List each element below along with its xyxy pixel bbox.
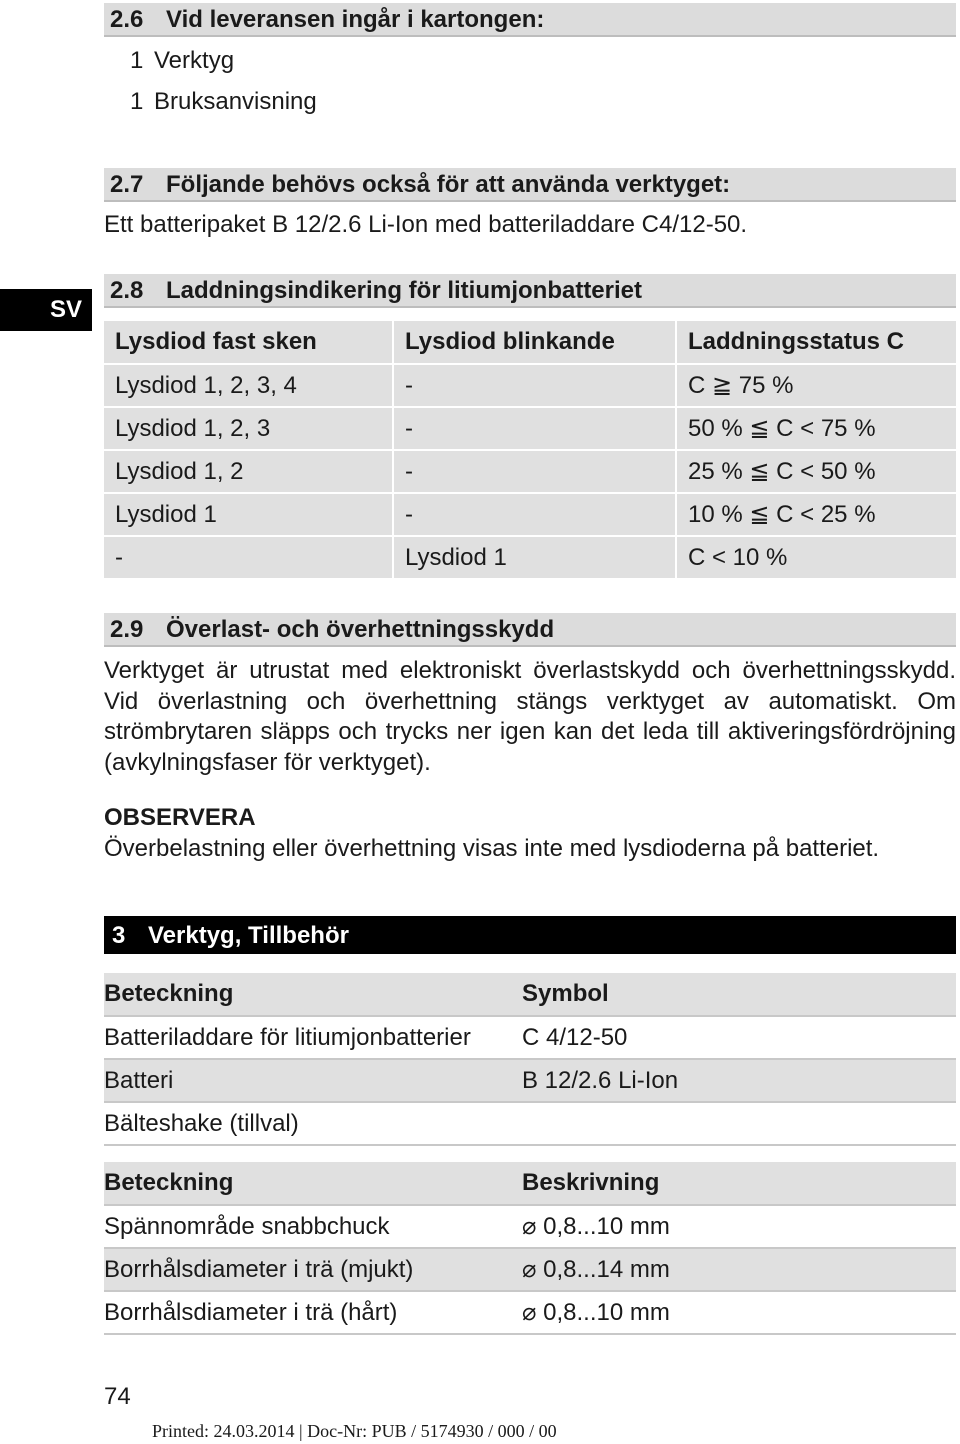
section-title: Överlast- och överhettningsskydd xyxy=(166,616,555,643)
section-number: 2.6 xyxy=(110,6,144,33)
item-qty: 1 xyxy=(130,88,144,115)
table-row xyxy=(104,407,956,450)
table-cell: Lysdiod 1 xyxy=(393,536,676,579)
column-header: Beskrivning xyxy=(522,1162,956,1205)
section-title: Vid leveransen ingår i kartongen: xyxy=(166,6,545,33)
section-number: 2.8 xyxy=(110,277,144,304)
note-title: OBSERVERA xyxy=(104,804,256,831)
table-cell: Lysdiod 1, 2, 3, 4 xyxy=(104,364,393,407)
table-cell: Lysdiod 1, 2 xyxy=(104,450,393,493)
print-footer: Printed: 24.03.2014 | Doc-Nr: PUB / 5174930 / 000 / 00 xyxy=(152,1421,557,1441)
table-cell: Borrhålsdiameter i trä (hårt) xyxy=(104,1291,522,1334)
column-header: Laddningsstatus C xyxy=(676,321,956,364)
table-cell: Borrhålsdiameter i trä (mjukt) xyxy=(104,1248,522,1291)
table-row xyxy=(104,1016,956,1059)
section-title: Laddningsindikering för litiumjonbatteriet xyxy=(166,277,643,304)
section-number: 2.7 xyxy=(110,171,144,198)
table-cell: 10 % ≦ C < 25 % xyxy=(676,493,956,536)
table-row xyxy=(104,1291,956,1334)
table-cell: ⌀ 0,8...14 mm xyxy=(522,1248,956,1291)
section-2-6-heading xyxy=(104,3,956,37)
section-2-9-paragraph: Verktyget är utrustat med elektroniskt överlastskydd och överhettningsskydd. Vid överlastning och överhettning stängs verktyget av automatiskt. Om strömbrytaren släpps och trycks ner igen kan det leda till aktiveringsfördröjning (avkylningsfaser för verktyget). xyxy=(104,657,956,776)
table-header-row xyxy=(104,973,956,1016)
section-title: Verktyg, Tillbehör xyxy=(148,922,349,949)
table-cell: C ≧ 75 % xyxy=(676,364,956,407)
table-cell: Lysdiod 1, 2, 3 xyxy=(104,407,393,450)
table-cell: - xyxy=(104,536,393,579)
table-cell: Bälteshake (tillval) xyxy=(104,1102,522,1145)
table-cell: Spännområde snabbchuck xyxy=(104,1205,522,1248)
section-2-7-text: Ett batteripaket B 12/2.6 Li-Ion med batteriladdare C4/12-50. xyxy=(104,211,748,238)
item-name: Bruksanvisning xyxy=(154,88,317,115)
section-title: Följande behövs också för att använda verktyget: xyxy=(166,171,731,198)
table-cell: C < 10 % xyxy=(676,536,956,579)
table-row xyxy=(104,1248,956,1291)
table-cell: ⌀ 0,8...10 mm xyxy=(522,1205,956,1248)
section-2-9-heading xyxy=(104,613,956,647)
charge-indicator-table xyxy=(104,321,956,580)
table-cell: - xyxy=(393,364,676,407)
list-item xyxy=(130,46,234,76)
table-cell: Batteriladdare för litiumjonbatterier xyxy=(104,1016,522,1059)
list-item xyxy=(130,87,317,117)
table-cell: 50 % ≦ C < 75 % xyxy=(676,407,956,450)
table-row xyxy=(104,493,956,536)
item-name: Verktyg xyxy=(154,47,235,74)
table-row xyxy=(104,1102,956,1145)
table-cell: - xyxy=(393,450,676,493)
table-row xyxy=(104,536,956,579)
table-row xyxy=(104,1059,956,1102)
table-cell: ⌀ 0,8...10 mm xyxy=(522,1291,956,1334)
table-cell: Lysdiod 1 xyxy=(104,493,393,536)
table-header-row xyxy=(104,321,956,364)
column-header: Beteckning xyxy=(104,973,522,1016)
section-2-7-heading xyxy=(104,168,956,202)
column-header: Lysdiod fast sken xyxy=(104,321,393,364)
item-qty: 1 xyxy=(130,47,144,74)
section-2-8-heading xyxy=(104,274,956,308)
column-header: Lysdiod blinkande xyxy=(393,321,676,364)
table-cell: C 4/12-50 xyxy=(522,1016,956,1059)
accessories-table xyxy=(104,973,956,1146)
table-cell: Batteri xyxy=(104,1059,522,1102)
table-cell: - xyxy=(393,407,676,450)
column-header: Beteckning xyxy=(104,1162,522,1205)
specifications-table xyxy=(104,1162,956,1335)
table-cell xyxy=(522,1102,956,1145)
note-text: Överbelastning eller överhettning visas inte med lysdioderna på batteriet. xyxy=(104,835,880,862)
table-header-row xyxy=(104,1162,956,1205)
table-cell: 25 % ≦ C < 50 % xyxy=(676,450,956,493)
table-row xyxy=(104,364,956,407)
column-header: Symbol xyxy=(522,973,956,1016)
section-number: 2.9 xyxy=(110,616,144,643)
section-3-heading xyxy=(104,916,956,954)
page-number: 74 xyxy=(104,1383,131,1410)
language-tab: SV xyxy=(0,289,92,331)
table-cell: - xyxy=(393,493,676,536)
section-number: 3 xyxy=(112,922,126,949)
table-row xyxy=(104,450,956,493)
table-row xyxy=(104,1205,956,1248)
table-cell: B 12/2.6 Li-Ion xyxy=(522,1059,956,1102)
